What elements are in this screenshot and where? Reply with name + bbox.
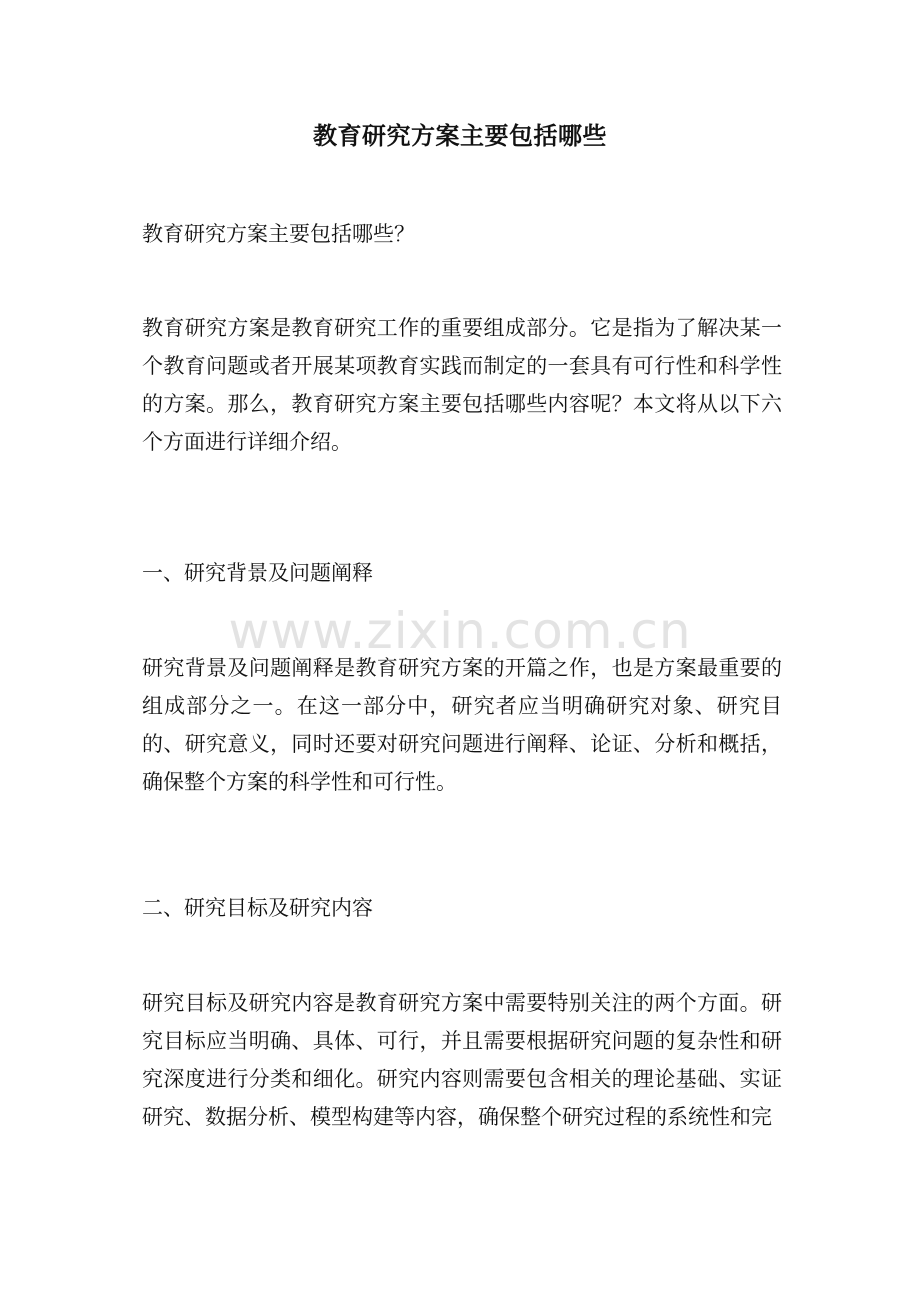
section-heading-2: 二、研究目标及研究内容 (142, 896, 373, 920)
watermark: www.zixin.com.cn (228, 602, 692, 660)
question-paragraph: 教育研究方案主要包括哪些？ (142, 222, 415, 246)
document-title: 教育研究方案主要包括哪些 (313, 121, 607, 150)
section-heading-1: 一、研究背景及问题阐释 (142, 561, 373, 585)
section-paragraph-2: 研究目标及研究内容是教育研究方案中需要特别关注的两个方面。研究目标应当明确、具体、可行，并且需要根据研究问题的复杂性和研究深度进行分类和细化。研究内容则需要包含相关的理论基础、实证研究、数据分析、模型构建等内容，确保整个研究过程的系统性和完 (142, 991, 782, 1129)
section-paragraph-1: 研究背景及问题阐释是教育研究方案的开篇之作，也是方案最重要的组成部分之一。在这一部分中，研究者应当明确研究对象、研究目的、研究意义，同时还要对研究问题进行阐释、论证、分析和概括，确保整个方案的科学性和可行性。 (142, 656, 782, 794)
intro-paragraph: 教育研究方案是教育研究工作的重要组成部分。它是指为了解决某一个教育问题或者开展某项教育实践而制定的一套具有可行性和科学性的方案。那么，教育研究方案主要包括哪些内容呢？本文将从以下六个方面进行详细介绍。 (142, 316, 782, 454)
